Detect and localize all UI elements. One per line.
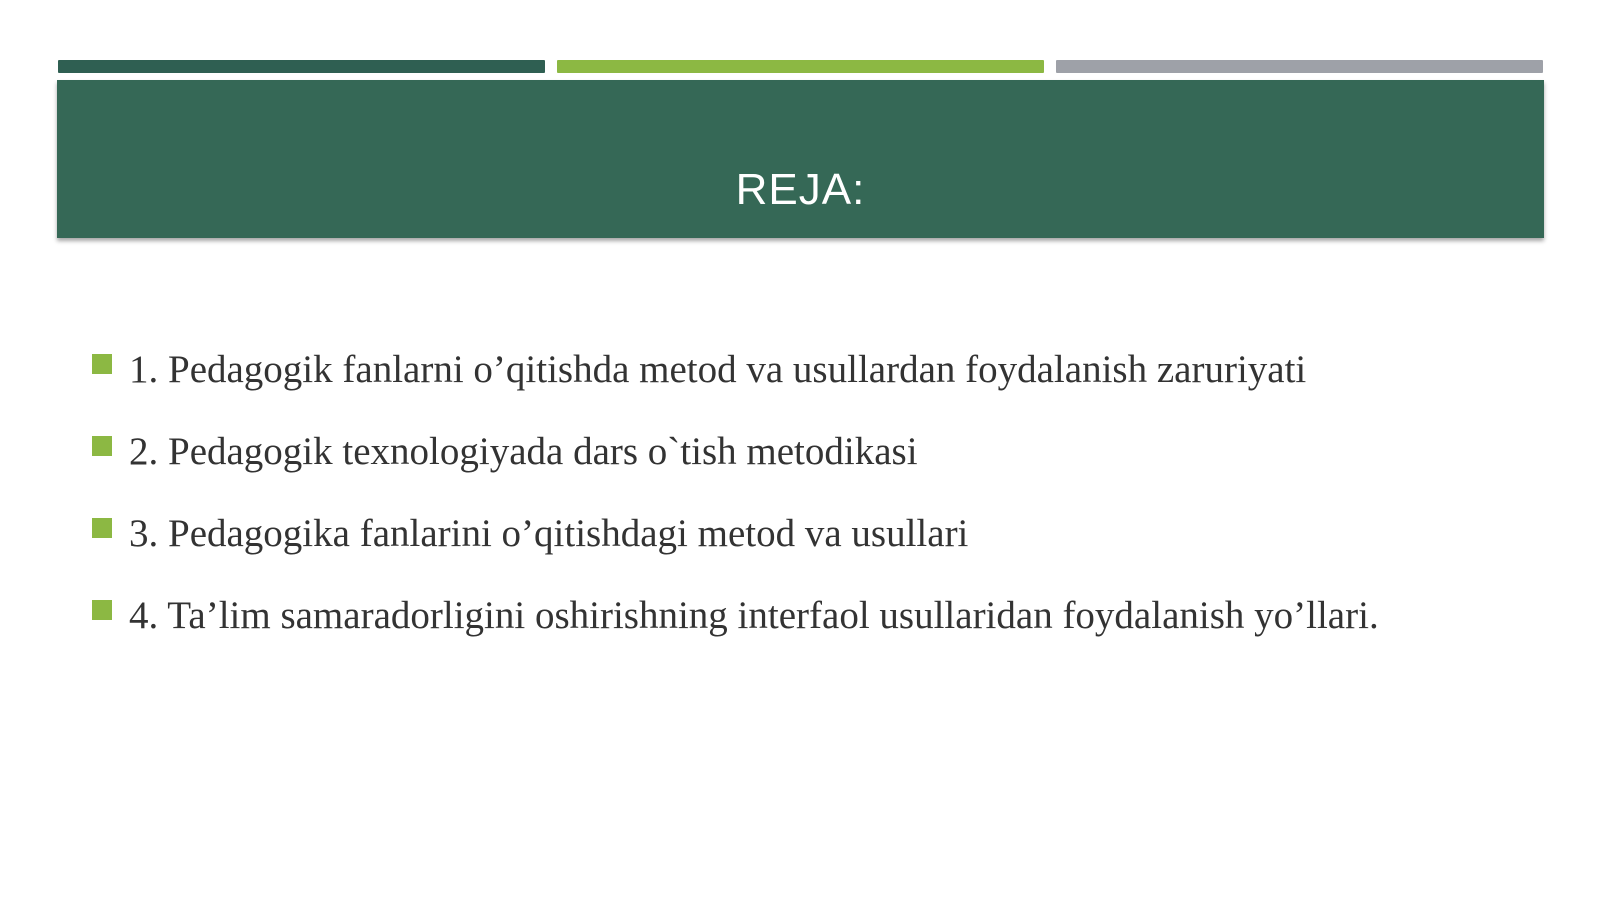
list-item-text: 4. Ta’lim samaradorligini oshirishning interfaol usullaridan foydalanish yo’llari. [129,594,1379,637]
square-bullet-icon [92,518,112,538]
accent-bar-dark [58,60,545,73]
list-item [92,594,1552,676]
list-item [92,348,1552,430]
plan-list [92,348,1552,676]
square-bullet-icon [92,436,112,456]
list-item-text: 3. Pedagogika fanlarini o’qitishdagi metod va usullari [129,512,969,555]
list-item [92,512,1552,594]
accent-bar-green [557,60,1044,73]
accent-bar-gray [1056,60,1543,73]
list-item [92,430,1552,512]
square-bullet-icon [92,600,112,620]
square-bullet-icon [92,354,112,374]
title-band [57,80,1544,238]
list-item-text: 2. Pedagogik texnologiyada dars o`tish metodikasi [129,430,918,473]
list-item-text: 1. Pedagogik fanlarni o’qitishda metod va usullardan foydalanish zaruriyati [129,348,1307,391]
slide-title: REJA: [735,165,866,214]
